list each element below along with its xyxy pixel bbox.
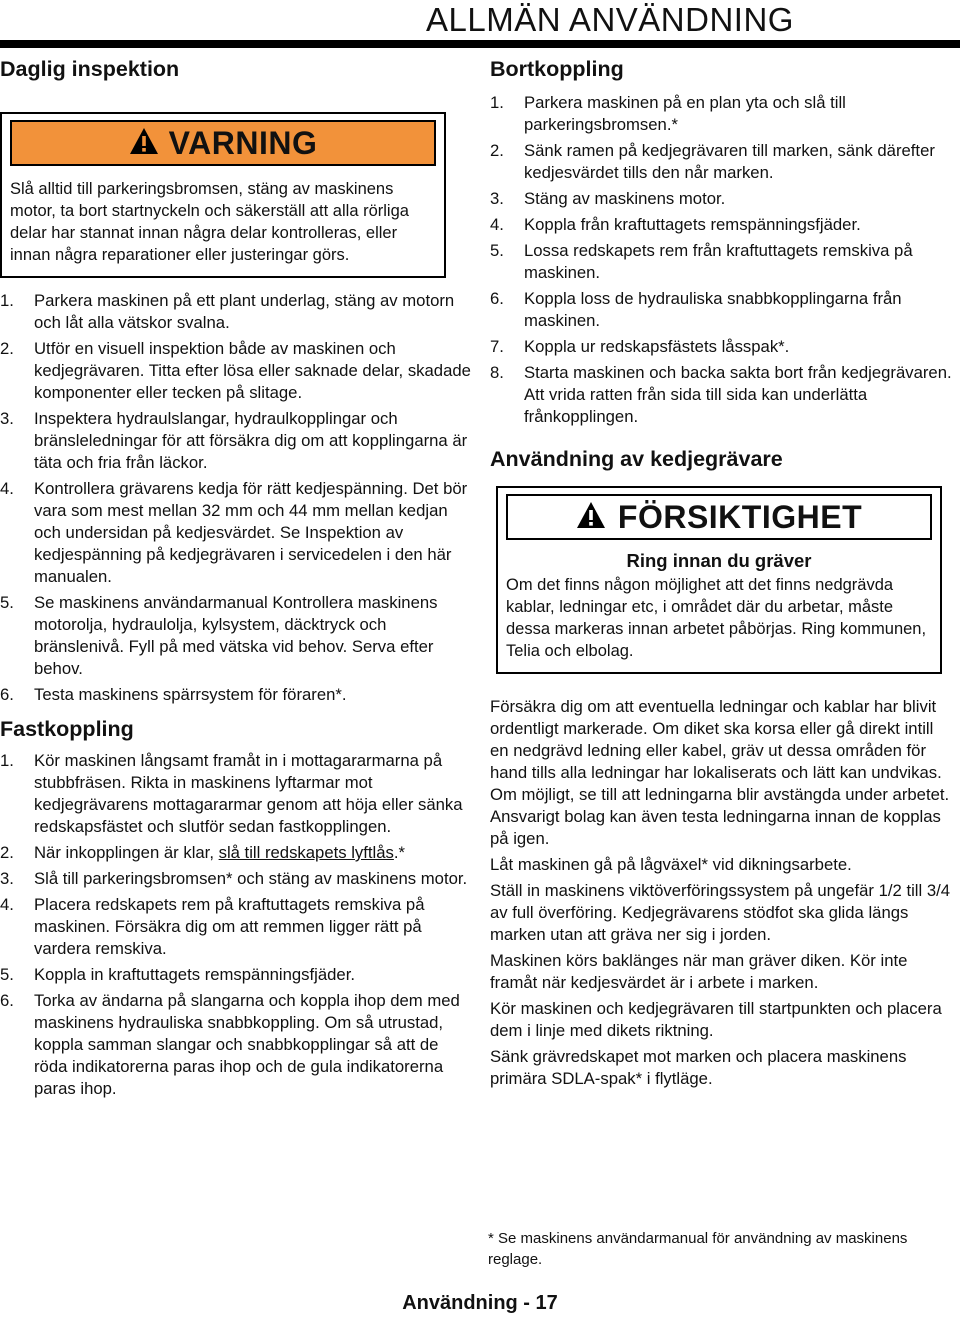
detach-steps (490, 92, 955, 428)
list-item: 2. Sänk ramen på kedjegrävaren till marken, sänk därefter kedjesvärdet tills den når marken. (490, 141, 935, 182)
left-column (0, 56, 472, 1100)
list-item: 4. Kontrollera grävarens kedja för rätt kedjespänning. Det bör vara som mest mellan 32 mm och 44 mm mellan kedjan och undersidan på kedjesvärdet. Se Inspektion av kedjespänning på kedjegrävaren i servicedelen i den här manualen. (0, 479, 468, 586)
list-item: 6. Koppla loss de hydrauliska snabbkopplingarna från maskinen. (490, 289, 902, 330)
list-item: 5. Se maskinens användarmanual Kontrollera maskinens motorolja, hydraulolja, kylsystem, däcktryck och bränslenivå. Fyll på med vätska vid behov. Serva efter behov. (0, 593, 438, 678)
paragraph: Kör maskinen och kedjegrävaren till startpunkten och placera dem i linje med dikets riktning. (490, 999, 942, 1040)
warning-label: VARNING (168, 125, 318, 161)
list-item: 5. Lossa redskapets rem från kraftuttagets remskiva på maskinen. (490, 241, 913, 282)
title-rule (0, 40, 960, 48)
paragraph: Sänk grävredskapet mot marken och placera maskinens primära SDLA-spak* i flytläge. (490, 1047, 907, 1088)
list-item: 4. Koppla från kraftuttagets remspänningsfjäder. (490, 215, 861, 234)
paragraph: Låt maskinen gå på lågväxel* vid dikningsarbete. (490, 855, 852, 874)
list-item: 3. Slå till parkeringsbromsen* och stäng av maskinens motor. (0, 869, 468, 888)
page-footer: Användning - 17 (402, 1292, 558, 1314)
warning-triangle-icon (129, 127, 159, 160)
list-item: 7. Koppla ur redskapsfästets låsspak*. (490, 337, 790, 356)
list-item: 4. Placera redskapets rem på kraftuttagets remskiva på maskinen. Försäkra dig om att remmen ligger rätt på vardera remskiva. (0, 895, 425, 958)
warning-text: Slå alltid till parkeringsbromsen, stäng av maskinens motor, ta bort startnyckeln och säkerställ att alla rörliga delar har stannat innan några delar kontrolleras, eller innan några reparationer eller justeringar görs. (10, 180, 409, 264)
list-item: 2. När inkopplingen är klar, slå till redskapets lyftlås.* (0, 843, 406, 862)
caution-subtitle: Ring innan du gräver (626, 550, 812, 571)
list-item: 2. Utför en visuell inspektion både av maskinen och kedjegrävaren. Titta efter lösa eller saknade delar, skadade komponenter eller tecken på slitage. (0, 339, 471, 402)
paragraph: Försäkra dig om att eventuella ledningar och kablar har blivit ordentligt markerade. Om diket ska korsa eller gå direkt intill en nedgrävd ledning eller kabel, gräv ut dessa områden för hand tills alla ledningar har lokaliserats och lätt kan undvikas. Om möjligt, se till att ledningarna blir avstängda under arbetet. Ansvarigt bolag kan även testa ledningarna innan de kopplas på igen. (490, 697, 950, 848)
detach-heading: Bortkoppling (490, 57, 624, 81)
trencher-use-heading: Användning av kedjegrävare (490, 447, 783, 471)
caution-header (506, 494, 932, 540)
list-item: 3. Stäng av maskinens motor. (490, 189, 726, 208)
lift-lock-reference: slå till redskapets lyftlås (218, 843, 394, 862)
paragraph: Ställ in maskinens viktöverföringssystem på ungefär 1/2 till 3/4 av full överföring. Kedjegrävarens stödfot ska glida längs marken utan att gräva ner sig i jorden. (490, 881, 951, 944)
page-title: ALLMÄN ANVÄNDNING (426, 1, 794, 38)
list-item: 5. Koppla in kraftuttagets remspänningsfjäder. (0, 965, 355, 984)
quick-attach-heading: Fastkoppling (0, 717, 134, 741)
daily-inspection-heading: Daglig inspektion (0, 57, 180, 81)
warning-header (10, 120, 436, 166)
usage-paragraphs (490, 696, 955, 1090)
right-column (490, 56, 955, 1090)
quick-attach-steps (0, 750, 472, 1100)
paragraph: Maskinen körs baklänges när man gräver diken. Kör inte framåt när kedjesvärdet är i arbete i marken. (490, 951, 908, 992)
caution-box (496, 486, 942, 674)
warning-triangle-icon (576, 501, 606, 534)
list-item: 8. Starta maskinen och backa sakta bort från kedjegrävaren. Att vrida ratten från sida till sida kan underlätta frånkopplingen. (490, 363, 952, 426)
footnote: * Se maskinens användarmanual för användning av maskinens reglage. (488, 1230, 908, 1268)
list-item: 3. Inspektera hydraulslangar, hydraulkopplingar och bränsleledningar för att försäkra dig om att kopplingarna är täta och fria från läckor. (0, 409, 468, 472)
caution-text: Om det finns någon möjlighet att det finns nedgrävda kablar, ledningar etc, i området där du arbetar, måste dessa markeras innan arbetet påbörjas. Ring kommunen, Telia och elbolag. (506, 576, 927, 660)
list-item: 6. Testa maskinens spärrsystem för föraren*. (0, 685, 347, 704)
list-item: 1. Kör maskinen långsamt framåt in i mottagararmarna på stubbfräsen. Rikta in maskinens lyftarmar mot kedjegrävarens mottagararmar genom att höja eller sänka redskapsfästet och slutför sedan fastkopplingen. (0, 751, 463, 836)
list-item: 6. Torka av ändarna på slangarna och koppla ihop dem med maskinens hydrauliska snabbkoppling. Om så utrustad, koppla samman slangar och snabbkopplingar så att de röda indikatorerna paras ihop och de gula indikatorerna paras ihop. (0, 991, 460, 1098)
list-item: 1. Parkera maskinen på ett plant underlag, stäng av motorn och låt alla vätskor svalna. (0, 291, 455, 332)
caution-label: FÖRSIKTIGHET (617, 499, 863, 535)
list-item: 1. Parkera maskinen på en plan yta och slå till parkeringsbromsen.* (490, 93, 846, 134)
daily-inspection-steps (0, 290, 472, 706)
warning-box (0, 112, 446, 278)
